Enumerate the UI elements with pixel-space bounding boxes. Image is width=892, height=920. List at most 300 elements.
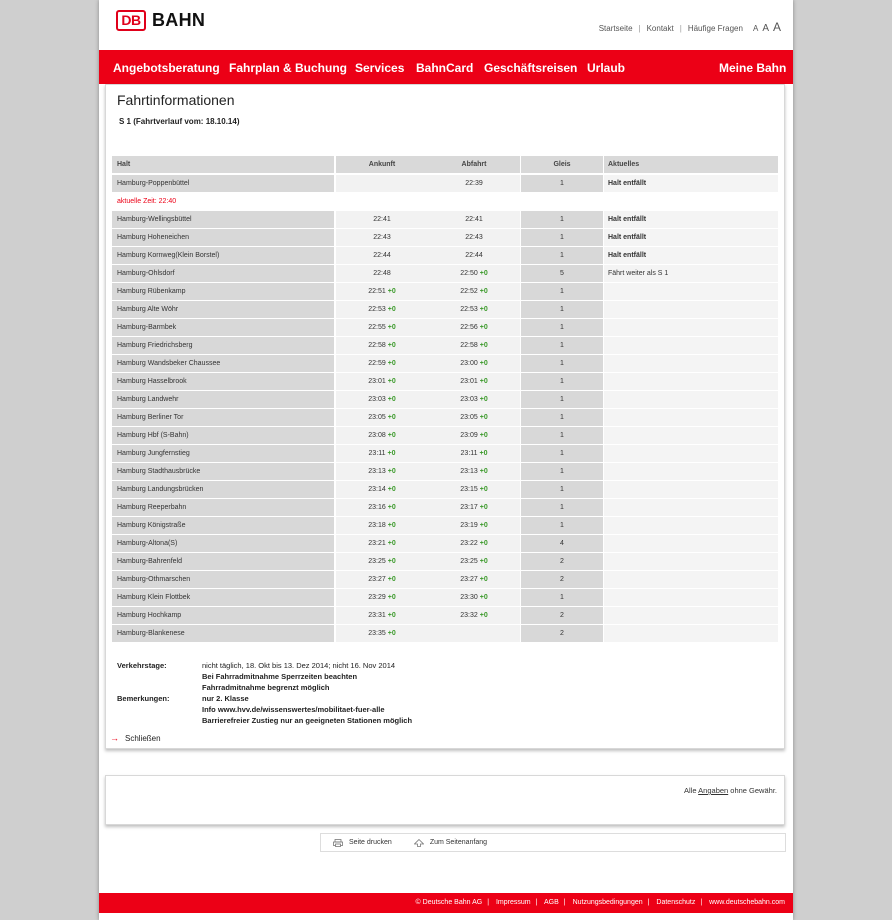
departure (428, 571, 520, 588)
platform: 2 (521, 625, 603, 642)
arrival-time: 23:14 (368, 486, 386, 493)
arrival (336, 553, 428, 570)
delay-indicator: +0 (479, 396, 488, 403)
arrival (336, 373, 428, 390)
stop-name: Hamburg-Poppenbüttel (112, 175, 334, 192)
delay-indicator: +0 (479, 378, 488, 385)
stop-name: Hamburg Landwehr (112, 391, 334, 408)
delay-indicator: +0 (479, 522, 488, 529)
font-size-large-button[interactable]: A (772, 20, 781, 34)
status (604, 553, 778, 570)
verkehrstage-label: Verkehrstage: (117, 661, 167, 670)
footer-copyright: © Deutsche Bahn AG (415, 899, 483, 906)
bemerkung-info: Info www.hvv.de/wissenswertes/mobilitaet-fuer-alle (202, 705, 385, 714)
status (604, 517, 778, 534)
table-body (112, 175, 778, 643)
delay-indicator: +0 (387, 360, 396, 367)
arrival-time: 23:11 (368, 450, 386, 457)
db-logo-mark: DB (116, 10, 146, 31)
platform: 1 (521, 283, 603, 300)
arrival-time: 22:41 (373, 216, 391, 223)
legal-pre: Alle (683, 786, 699, 795)
status (604, 427, 778, 444)
arrival (336, 445, 428, 462)
table-row (112, 499, 778, 517)
stop-name: Hamburg Hbf (S-Bahn) (112, 427, 334, 444)
page-tools (320, 833, 786, 852)
status (604, 589, 778, 606)
departure (428, 625, 520, 642)
font-size-medium-button[interactable]: A (762, 23, 769, 34)
delay-indicator: +0 (479, 360, 488, 367)
table-row (112, 481, 778, 499)
stop-name: Hamburg-Othmarschen (112, 571, 334, 588)
arrival-time: 23:03 (368, 396, 386, 403)
header-halt: Halt (112, 156, 334, 173)
table-row (112, 319, 778, 337)
nav-angebotsberatung[interactable]: Angebotsberatung (113, 61, 220, 75)
footer-nutzungsbedingungen[interactable]: Nutzungsbedingungen (572, 899, 643, 906)
status (604, 301, 778, 318)
table-row (112, 589, 778, 607)
arrival-time: 22:58 (368, 342, 386, 349)
departure-time: 23:11 (460, 450, 478, 457)
platform: 1 (521, 463, 603, 480)
table-row (112, 175, 778, 193)
departure (428, 373, 520, 390)
departure-time: 22:41 (465, 216, 483, 223)
departure-time: 22:53 (460, 306, 478, 313)
status (604, 319, 778, 336)
arrival-time: 22:51 (368, 288, 386, 295)
arrival-time: 23:35 (368, 630, 386, 637)
platform: 1 (521, 427, 603, 444)
arrival-time: 23:21 (368, 540, 386, 547)
arrival-time: 23:16 (368, 504, 386, 511)
arrival-time: 23:08 (368, 432, 386, 439)
arrival-time: 23:25 (368, 558, 386, 565)
arrival-time: 23:13 (368, 468, 386, 475)
departure (428, 265, 520, 282)
header-gleis: Gleis (521, 156, 603, 173)
arrival (336, 229, 428, 246)
stop-name: Hamburg Stadthausbrücke (112, 463, 334, 480)
delay-indicator: +0 (387, 612, 396, 619)
departure (428, 319, 520, 336)
bemerkung-klasse: nur 2. Klasse (202, 694, 249, 703)
stop-name: Hamburg-Altona(S) (112, 535, 334, 552)
status (604, 337, 778, 354)
arrival (336, 571, 428, 588)
table-row (112, 517, 778, 535)
print-label: Seite drucken (349, 839, 392, 846)
footer-links: © Deutsche Bahn AG | Impressum | AGB | Nutzungsbedingungen | Datenschutz | www.deutschebahn.com (415, 899, 785, 906)
departure (428, 229, 520, 246)
header-aktuelles: Aktuelles (604, 156, 778, 173)
arrival (336, 427, 428, 444)
arrival-time: 22:44 (373, 252, 391, 259)
nav-meine-bahn[interactable]: Meine Bahn (719, 61, 787, 75)
platform: 1 (521, 211, 603, 228)
departure-time: 22:56 (460, 324, 478, 331)
departure (428, 535, 520, 552)
departure (428, 499, 520, 516)
departure (428, 355, 520, 372)
bemerkung-barrierefrei: Barrierefreier Zustieg nur an geeigneten Stationen möglich (202, 716, 413, 725)
departure-time: 23:30 (460, 594, 478, 601)
table-row (112, 211, 778, 229)
arrival (336, 481, 428, 498)
departure (428, 391, 520, 408)
stop-name: Hamburg Hoheneichen (112, 229, 334, 246)
arrival (336, 463, 428, 480)
table-row (112, 463, 778, 481)
departure-time: 23:01 (460, 378, 478, 385)
status (604, 499, 778, 516)
table-row (112, 247, 778, 265)
departure (428, 589, 520, 606)
departure-time: 23:17 (460, 504, 478, 511)
footer-agb[interactable]: AGB (543, 899, 559, 906)
arrival (336, 625, 428, 642)
table-row (112, 337, 778, 355)
header-ankunft: Ankunft (336, 156, 428, 173)
platform: 1 (521, 517, 603, 534)
arrival-time: 23:29 (368, 594, 386, 601)
stop-name: Hamburg Wandsbeker Chaussee (112, 355, 334, 372)
status (604, 571, 778, 588)
link-kontakt[interactable]: Kontakt (646, 24, 674, 33)
platform: 1 (521, 373, 603, 390)
nav-geschaeftsreisen[interactable]: Geschäftsreisen (484, 61, 578, 75)
verkehrstage-value: nicht täglich, 18. Okt bis 13. Dez 2014; nicht 16. Nov 2014 (202, 661, 396, 670)
delay-indicator: +0 (479, 558, 488, 565)
stop-name: Hamburg-Wellingsbüttel (112, 211, 334, 228)
departure-time: 22:58 (460, 342, 478, 349)
arrival (336, 391, 428, 408)
arrival-time: 22:55 (368, 324, 386, 331)
nav-bahncard[interactable]: BahnCard (416, 61, 474, 75)
delay-indicator: +0 (387, 450, 396, 457)
arrival-time: 22:48 (373, 270, 391, 277)
print-page-button[interactable] (333, 839, 392, 847)
departure-time: 23:22 (460, 540, 478, 547)
delay-indicator: +0 (387, 504, 396, 511)
departure-time: 23:15 (460, 486, 478, 493)
arrival (336, 589, 428, 606)
platform: 2 (521, 553, 603, 570)
close-link[interactable] (110, 733, 161, 743)
status (604, 607, 778, 624)
delay-indicator: +0 (387, 414, 396, 421)
separator: | (638, 24, 641, 33)
status (604, 625, 778, 642)
platform: 1 (521, 391, 603, 408)
delay-indicator: +0 (387, 432, 396, 439)
stop-name: Hamburg Rübenkamp (112, 283, 334, 300)
status (604, 463, 778, 480)
arrival-time: 23:01 (368, 378, 386, 385)
status (604, 373, 778, 390)
delay-indicator: +0 (387, 558, 396, 565)
train-subtitle: S 1 (Fahrtverlauf vom: 18.10.14) (119, 117, 240, 126)
delay-indicator: +0 (387, 342, 396, 349)
delay-indicator: +0 (387, 630, 396, 637)
status: Halt entfällt (604, 211, 778, 228)
departure (428, 211, 520, 228)
arrival (336, 283, 428, 300)
platform: 1 (521, 445, 603, 462)
table-row (112, 373, 778, 391)
status (604, 481, 778, 498)
status: Halt entfällt (604, 229, 778, 246)
platform: 1 (521, 355, 603, 372)
arrival (336, 607, 428, 624)
delay-indicator: +0 (387, 324, 396, 331)
legal-box (105, 775, 785, 825)
arrival-time: 22:43 (373, 234, 391, 241)
arrival-time: 23:27 (368, 576, 386, 583)
arrival (336, 517, 428, 534)
stop-name: Hamburg Jungfernstieg (112, 445, 334, 462)
delay-indicator: +0 (479, 414, 488, 421)
nav-fahrplan-buchung[interactable]: Fahrplan & Buchung (229, 61, 347, 75)
table-row (112, 229, 778, 247)
stop-name: Hamburg-Bahrenfeld (112, 553, 334, 570)
status (604, 283, 778, 300)
delay-indicator: +0 (387, 378, 396, 385)
nav-services[interactable]: Services (355, 61, 405, 75)
nav-urlaub[interactable]: Urlaub (587, 61, 626, 75)
departure (428, 553, 520, 570)
departure-time: 23:03 (460, 396, 478, 403)
db-logo[interactable] (116, 10, 205, 31)
arrival (336, 337, 428, 354)
delay-indicator: +0 (387, 576, 396, 583)
arrival-time: 22:59 (368, 360, 386, 367)
top-links (599, 20, 781, 34)
departure-time: 23:00 (460, 360, 478, 367)
table-row (112, 409, 778, 427)
departure-time: 22:44 (465, 252, 483, 259)
table-row (112, 301, 778, 319)
platform: 1 (521, 481, 603, 498)
platform: 2 (521, 571, 603, 588)
platform: 5 (521, 265, 603, 282)
note-fahrradmitnahme: Fahrradmitnahme begrenzt möglich (202, 683, 330, 692)
departure (428, 445, 520, 462)
table-row (112, 283, 778, 301)
stop-name: Hamburg Kornweg(Klein Borstel) (112, 247, 334, 264)
delay-indicator: +0 (387, 540, 396, 547)
departure (428, 481, 520, 498)
footer-datenschutz[interactable]: Datenschutz (656, 899, 696, 906)
arrival (336, 499, 428, 516)
status (604, 391, 778, 408)
stops-table (112, 156, 778, 643)
departure (428, 409, 520, 426)
delay-indicator: +0 (479, 540, 488, 547)
delay-indicator: +0 (479, 324, 488, 331)
printer-icon (333, 839, 343, 847)
note-sperrzeiten: Bei Fahrradmitnahme Sperrzeiten beachten (202, 672, 358, 681)
delay-indicator: +0 (479, 270, 488, 277)
footer-deutschebahn[interactable]: www.deutschebahn.com (709, 899, 785, 906)
content-panel (105, 84, 785, 749)
departure-time: 23:13 (460, 468, 478, 475)
departure (428, 301, 520, 318)
departure-time: 23:25 (460, 558, 478, 565)
platform: 1 (521, 499, 603, 516)
delay-indicator: +0 (479, 432, 488, 439)
status: Halt entfällt (604, 247, 778, 264)
page-title: Fahrtinformationen (117, 92, 235, 108)
page (99, 0, 793, 920)
table-row (112, 355, 778, 373)
delay-indicator: +0 (479, 450, 488, 457)
delay-indicator: +0 (479, 576, 488, 583)
platform: 1 (521, 229, 603, 246)
arrival-time: 23:31 (368, 612, 386, 619)
table-row (112, 427, 778, 445)
stop-name: Hamburg Klein Flottbek (112, 589, 334, 606)
stop-name: Hamburg Königstraße (112, 517, 334, 534)
arrival (336, 247, 428, 264)
current-time-marker: aktuelle Zeit: 22:40 (117, 198, 177, 205)
font-size-small-button[interactable]: A (752, 24, 759, 33)
platform: 1 (521, 409, 603, 426)
stop-name: Hamburg Hasselbrook (112, 373, 334, 390)
arrival (336, 319, 428, 336)
delay-indicator: +0 (387, 468, 396, 475)
table-row (112, 391, 778, 409)
delay-indicator: +0 (387, 306, 396, 313)
stop-name: Hamburg Landungsbrücken (112, 481, 334, 498)
stop-name: Hamburg Berliner Tor (112, 409, 334, 426)
departure-time: 23:19 (460, 522, 478, 529)
legal-notice (684, 786, 777, 795)
departure (428, 175, 520, 192)
table-row (112, 625, 778, 643)
arrival-time: 22:53 (368, 306, 386, 313)
arrival (336, 355, 428, 372)
departure (428, 247, 520, 264)
stop-name: Hamburg Alte Wöhr (112, 301, 334, 318)
angaben-link[interactable]: Angaben (698, 786, 729, 795)
status: Halt entfällt (604, 175, 778, 192)
table-row (112, 265, 778, 283)
delay-indicator: +0 (479, 288, 488, 295)
arrival (336, 409, 428, 426)
db-logo-text: BAHN (152, 10, 206, 30)
legal-post: ohne Gewähr. (728, 786, 777, 795)
delay-indicator: +0 (479, 504, 488, 511)
arrival-time: 23:18 (368, 522, 386, 529)
status (604, 535, 778, 552)
delay-indicator: +0 (479, 468, 488, 475)
status (604, 445, 778, 462)
table-header (112, 156, 778, 175)
arrival-time: 23:05 (368, 414, 386, 421)
departure-time: 22:50 (460, 270, 478, 277)
platform: 1 (521, 247, 603, 264)
departure (428, 283, 520, 300)
footer-bar (99, 893, 793, 913)
platform: 2 (521, 607, 603, 624)
arrow-right-icon: → (110, 733, 119, 743)
platform: 1 (521, 301, 603, 318)
stop-name: Hamburg Reeperbahn (112, 499, 334, 516)
scroll-top-label: Zum Seitenanfang (429, 839, 488, 846)
departure-time: 22:39 (465, 180, 483, 187)
delay-indicator: +0 (387, 486, 396, 493)
stop-name: Hamburg-Barmbek (112, 319, 334, 336)
arrival (336, 535, 428, 552)
stop-name: Hamburg Hochkamp (112, 607, 334, 624)
departure-time: 23:27 (460, 576, 478, 583)
platform: 1 (521, 589, 603, 606)
delay-indicator: +0 (479, 612, 488, 619)
close-label: Schließen (125, 733, 161, 743)
arrival (336, 175, 428, 192)
bemerkungen-label: Bemerkungen: (117, 694, 170, 703)
header-abfahrt: Abfahrt (428, 156, 520, 173)
link-startseite[interactable]: Startseite (598, 24, 633, 33)
arrival (336, 301, 428, 318)
delay-indicator: +0 (387, 288, 396, 295)
delay-indicator: +0 (387, 396, 396, 403)
separator: | (679, 24, 682, 33)
main-nav (99, 50, 793, 84)
arrival (336, 211, 428, 228)
platform: 4 (521, 535, 603, 552)
departure (428, 517, 520, 534)
status: Fährt weiter als S 1 (604, 265, 778, 282)
table-row (112, 535, 778, 553)
departure-time: 23:09 (460, 432, 478, 439)
stop-name: Hamburg-Blankenese (112, 625, 334, 642)
status (604, 409, 778, 426)
table-row (112, 553, 778, 571)
departure-time: 23:32 (460, 612, 478, 619)
platform: 1 (521, 175, 603, 192)
departure-time: 22:52 (460, 288, 478, 295)
delay-indicator: +0 (387, 594, 396, 601)
platform: 1 (521, 337, 603, 354)
departure (428, 463, 520, 480)
delay-indicator: +0 (479, 342, 488, 349)
table-row (112, 571, 778, 589)
delay-indicator: +0 (479, 486, 488, 493)
departure-time: 22:43 (465, 234, 483, 241)
arrival (336, 265, 428, 282)
table-row (112, 445, 778, 463)
stop-name: Hamburg Friedrichsberg (112, 337, 334, 354)
platform: 1 (521, 319, 603, 336)
stop-name: Hamburg-Ohlsdorf (112, 265, 334, 282)
departure (428, 337, 520, 354)
table-row (112, 607, 778, 625)
link-haeufige-fragen[interactable]: Häufige Fragen (687, 24, 743, 33)
delay-indicator: +0 (479, 306, 488, 313)
scroll-top-button[interactable] (414, 839, 487, 847)
departure-time: 23:05 (460, 414, 478, 421)
delay-indicator: +0 (387, 522, 396, 529)
arrow-up-icon (414, 839, 424, 847)
delay-indicator: +0 (479, 594, 488, 601)
footer-impressum[interactable]: Impressum (495, 899, 531, 906)
departure (428, 607, 520, 624)
